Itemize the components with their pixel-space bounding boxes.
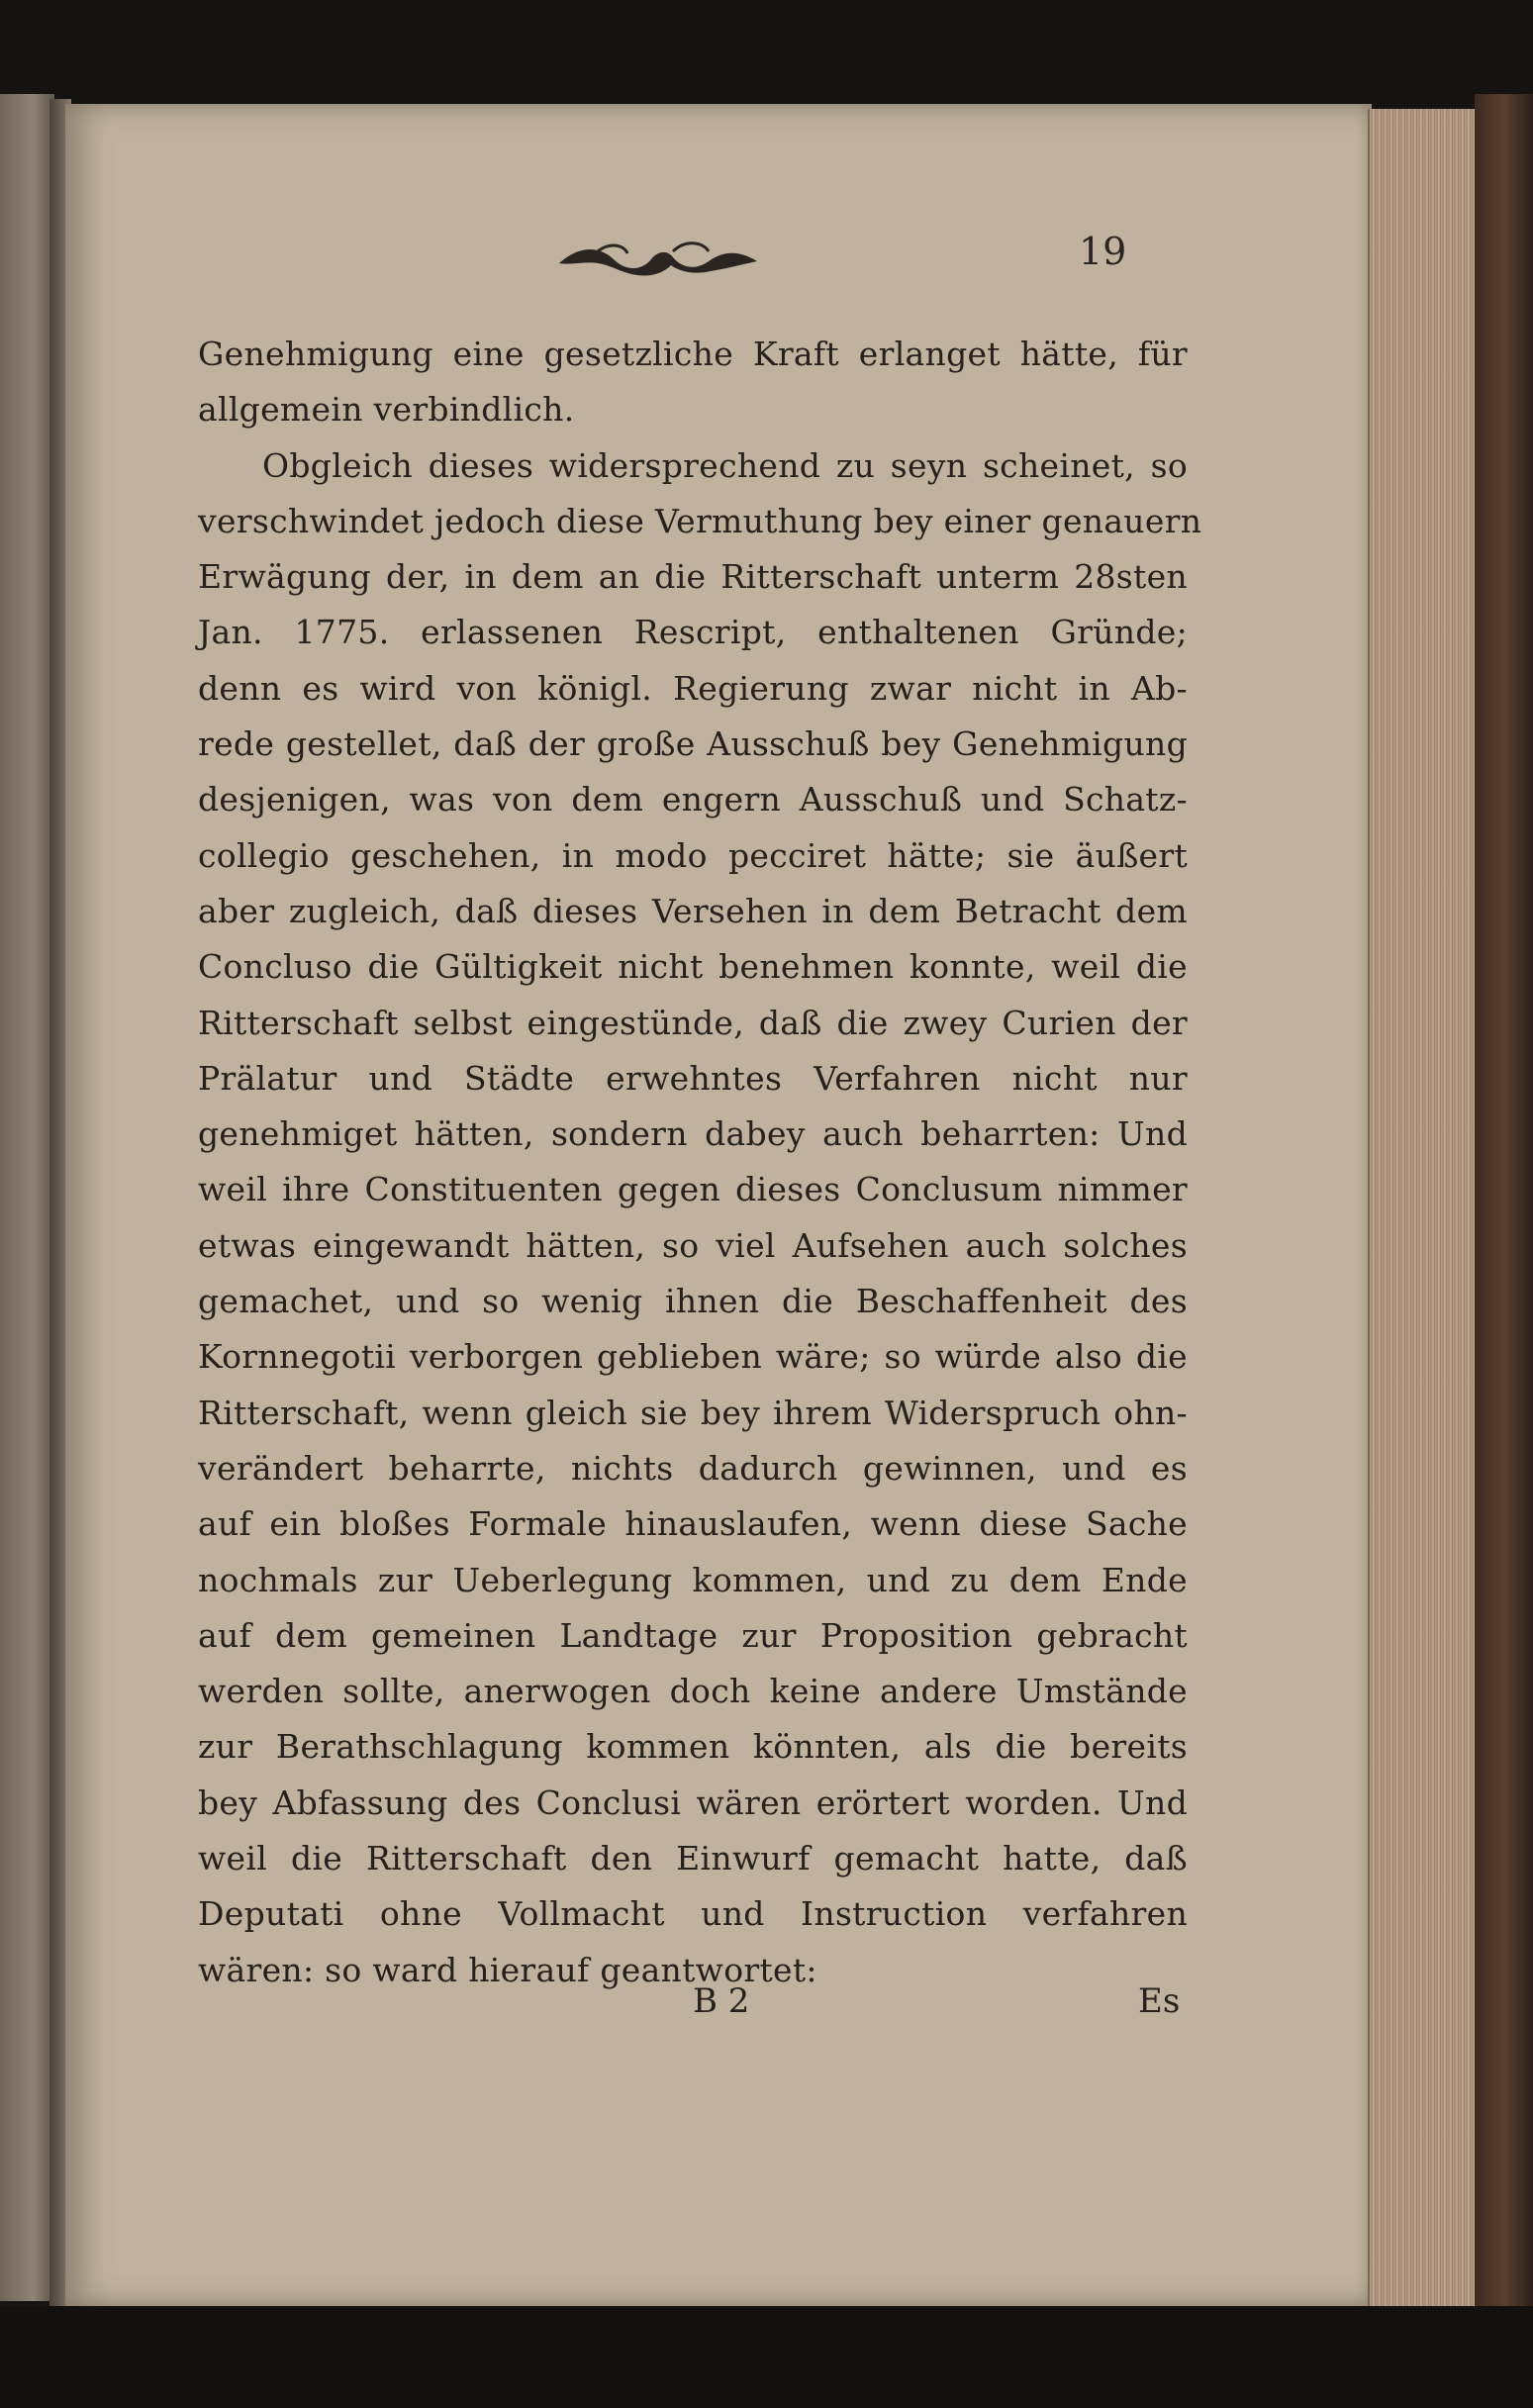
signature-mark: B 2: [693, 1981, 750, 2021]
left-page-edge: [0, 94, 54, 2301]
text-line: weil die Ritterschaft den Einwurf gemacht hatte, daß: [198, 1839, 1188, 1878]
headpiece-ornament-icon: [554, 236, 762, 285]
text-line: werden sollte, anerwogen doch keine andere Umstände: [198, 1672, 1188, 1711]
text-line: Ritterschaft, wenn gleich sie bey ihrem Widerspruch ohn-: [198, 1393, 1188, 1432]
text-line: desjenigen, was von dem engern Ausschuß und Schatz-: [198, 780, 1188, 819]
page-block-edges: [1368, 109, 1479, 2316]
body-text: [198, 327, 1202, 1998]
text-line: weil ihre Constituenten gegen dieses Conclusum nimmer: [198, 1170, 1188, 1209]
text-line: auf dem gemeinen Landtage zur Proposition gebracht: [198, 1615, 1188, 1655]
text-line: allgemein verbindlich.: [198, 390, 575, 430]
text-line: verändert beharrte, nichts dadurch gewinnen, und es: [198, 1448, 1188, 1488]
text-line: zur Berathschlagung kommen könnten, als die bereits: [198, 1727, 1188, 1767]
text-line: denn es wird von königl. Regierung zwar nicht in Ab-: [198, 668, 1188, 708]
text-line: aber zugleich, daß dieses Versehen in dem Betracht dem: [198, 891, 1188, 930]
text-line: verschwindet jedoch diese Vermuthung bey einer genauern: [198, 501, 1202, 540]
background-top: [0, 0, 1533, 109]
text-line: Jan. 1775. erlassenen Rescript, enthaltenen Gründe;: [198, 613, 1188, 652]
text-line: genehmiget hätten, sondern dabey auch beharrten: Und: [198, 1114, 1188, 1154]
text-line: Genehmigung eine gesetzliche Kraft erlanget hätte, für: [198, 335, 1188, 373]
text-line: Erwägung der, in dem an die Ritterschaft unterm 28sten: [198, 557, 1188, 597]
text-line: nochmals zur Ueberlegung kommen, und zu dem Ende: [198, 1560, 1188, 1599]
text-line: Prälatur und Städte erwehntes Verfahren nicht nur: [198, 1058, 1188, 1098]
background-bottom: [0, 2306, 1533, 2408]
text-line: Kornnegotii verborgen geblieben wäre; so würde also die: [198, 1337, 1188, 1377]
text-line: wären: so ward hierauf geantwortet:: [198, 1950, 817, 1989]
text-line: Concluso die Gültigkeit nicht benehmen konnte, weil die: [198, 947, 1188, 987]
text-line: Deputati ohne Vollmacht und Instruction verfahren: [198, 1894, 1188, 1934]
text-line: etwas eingewandt hätten, so viel Aufsehen auch solches: [198, 1225, 1188, 1265]
text-line: Ritterschaft selbst eingestünde, daß die zwey Curien der: [198, 1003, 1188, 1042]
page-number: 19: [1079, 230, 1127, 273]
catchword: Es: [1138, 1981, 1181, 2021]
text-line: auf ein bloßes Formale hinauslaufen, wenn diese Sache: [198, 1504, 1188, 1544]
text-line: bey Abfassung des Conclusi wären erörtert worden. Und: [198, 1782, 1188, 1822]
text-line: rede gestellet, daß der große Ausschuß bey Genehmigung: [198, 724, 1188, 764]
book-cover-edge: [1475, 94, 1533, 2321]
text-line: gemachet, und so wenig ihnen die Beschaffenheit des: [198, 1282, 1188, 1321]
text-line: collegio geschehen, in modo pecciret hätte; sie äußert: [198, 835, 1188, 875]
text-line: Obgleich dieses widersprechend zu seyn scheinet, so: [262, 445, 1188, 485]
